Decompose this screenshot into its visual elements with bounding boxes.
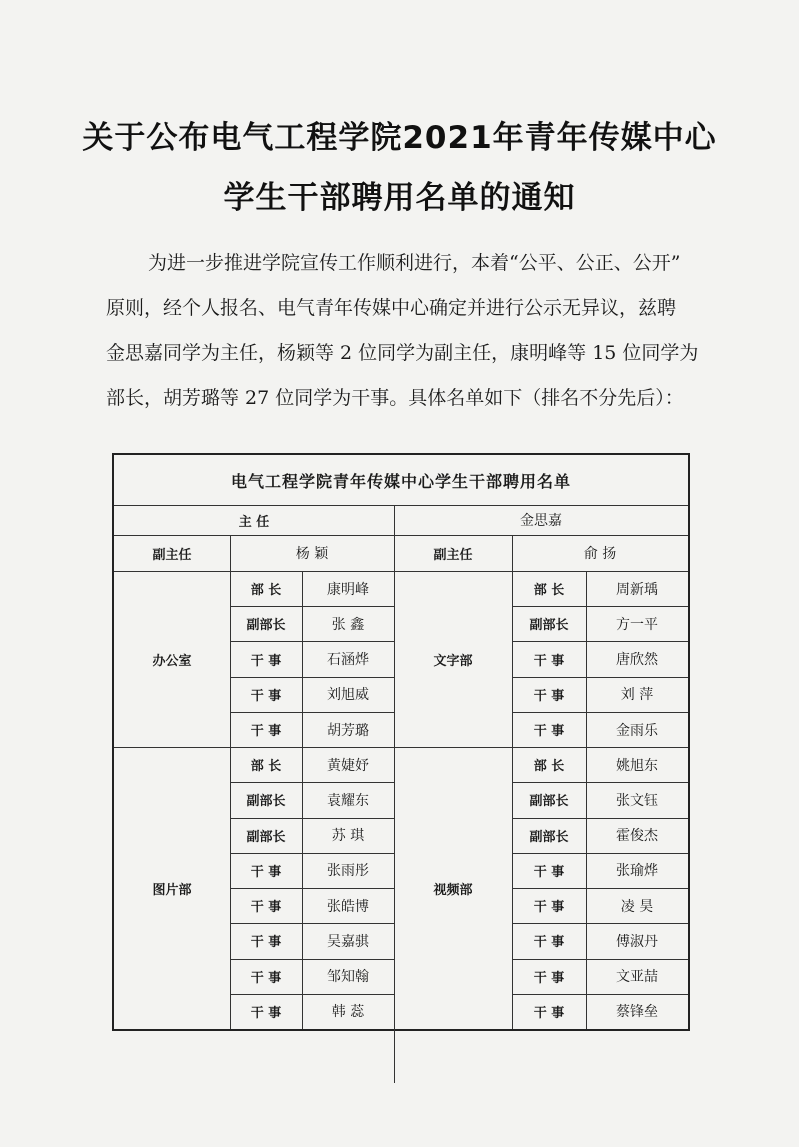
member-name: 康明峰: [327, 581, 369, 598]
member-role: 副部长: [529, 618, 569, 634]
member-name: 张 鑫: [331, 616, 365, 633]
member-role: 干 事: [533, 864, 565, 880]
member-role: 干 事: [250, 970, 282, 986]
member-name: 唐欣然: [616, 652, 658, 669]
member-role: 干 事: [250, 900, 282, 916]
director-name: 金思嘉: [520, 513, 562, 529]
member-name: 张文钰: [616, 792, 658, 809]
member-name: 邹知翰: [327, 969, 369, 986]
member-name: 张瑜烨: [616, 863, 658, 880]
member-role: 部 长: [250, 583, 282, 599]
department-name: 文字部: [433, 653, 473, 669]
member-role: 部 长: [533, 583, 565, 599]
member-name: 金雨乐: [616, 722, 658, 739]
member-role: 干 事: [533, 1005, 565, 1021]
title-line-2: 学生干部聘用名单的通知: [223, 180, 576, 216]
member-role: 干 事: [533, 688, 565, 704]
member-role: 副部长: [529, 794, 569, 810]
deputy-name: 杨 颖: [295, 546, 329, 562]
member-name: 袁耀东: [327, 792, 369, 809]
paragraph-line: 金思嘉同学为主任，杨颖等 2 位同学为副主任，康明峰等 15 位同学为: [106, 342, 699, 364]
member-name: 刘 萍: [620, 687, 654, 704]
appointment-table: [112, 453, 690, 1031]
title-line-1: 关于公布电气工程学院2021年青年传媒中心: [82, 120, 717, 156]
member-role: 副部长: [246, 618, 286, 634]
deputy-role-label: 副主任: [152, 547, 192, 563]
director-role-label: 主 任: [238, 514, 270, 530]
member-name: 石涵烨: [327, 652, 369, 669]
member-role: 部 长: [250, 759, 282, 775]
notice-paragraph: [106, 241, 726, 421]
member-role: 干 事: [533, 653, 565, 669]
paragraph-line: 为进一步推进学院宣传工作顺利进行，本着“公平、公正、公开”: [148, 252, 681, 274]
member-name: 傅淑丹: [616, 933, 658, 950]
member-name: 姚旭东: [616, 757, 658, 774]
department-name: 办公室: [152, 653, 192, 669]
member-role: 干 事: [250, 935, 282, 951]
member-role: 干 事: [250, 1005, 282, 1021]
member-role: 干 事: [250, 653, 282, 669]
deputy-role-label: 副主任: [433, 547, 473, 563]
member-name: 苏 琪: [331, 828, 365, 845]
department-name: 视频部: [433, 882, 473, 898]
member-name: 蔡锋垒: [616, 1004, 658, 1021]
member-name: 周新瑀: [616, 581, 658, 598]
member-name: 方一平: [616, 616, 658, 633]
member-role: 干 事: [533, 935, 565, 951]
paragraph-line: 原则，经个人报名、电气青年传媒中心确定并进行公示无异议，兹聘: [106, 297, 677, 319]
member-role: 干 事: [533, 900, 565, 916]
member-name: 文亚喆: [616, 969, 658, 986]
member-role: 部 长: [533, 759, 565, 775]
member-role: 干 事: [533, 724, 565, 740]
member-name: 霍俊杰: [616, 828, 658, 845]
member-name: 吴嘉骐: [327, 933, 369, 950]
member-role: 干 事: [250, 864, 282, 880]
member-name: 张雨彤: [327, 863, 369, 880]
member-role: 干 事: [250, 724, 282, 740]
department-name: 图片部: [152, 882, 192, 898]
member-role: 干 事: [250, 688, 282, 704]
table-title: 电气工程学院青年传媒中心学生干部聘用名单: [230, 471, 571, 491]
deputy-name: 俞 扬: [583, 546, 617, 562]
member-name: 刘旭威: [327, 687, 369, 704]
member-role: 干 事: [533, 970, 565, 986]
member-name: 张皓博: [327, 898, 369, 915]
member-role: 副部长: [529, 829, 569, 845]
paragraph-line: 部长，胡芳璐等 27 位同学为干事。具体名单如下（排名不分先后）：: [106, 387, 684, 409]
member-name: 韩 蕊: [331, 1004, 365, 1021]
member-role: 副部长: [246, 829, 286, 845]
member-name: 黄婕妤: [327, 757, 369, 774]
member-name: 凌 昊: [620, 898, 654, 915]
member-name: 胡芳璐: [327, 722, 369, 739]
member-role: 副部长: [246, 794, 286, 810]
